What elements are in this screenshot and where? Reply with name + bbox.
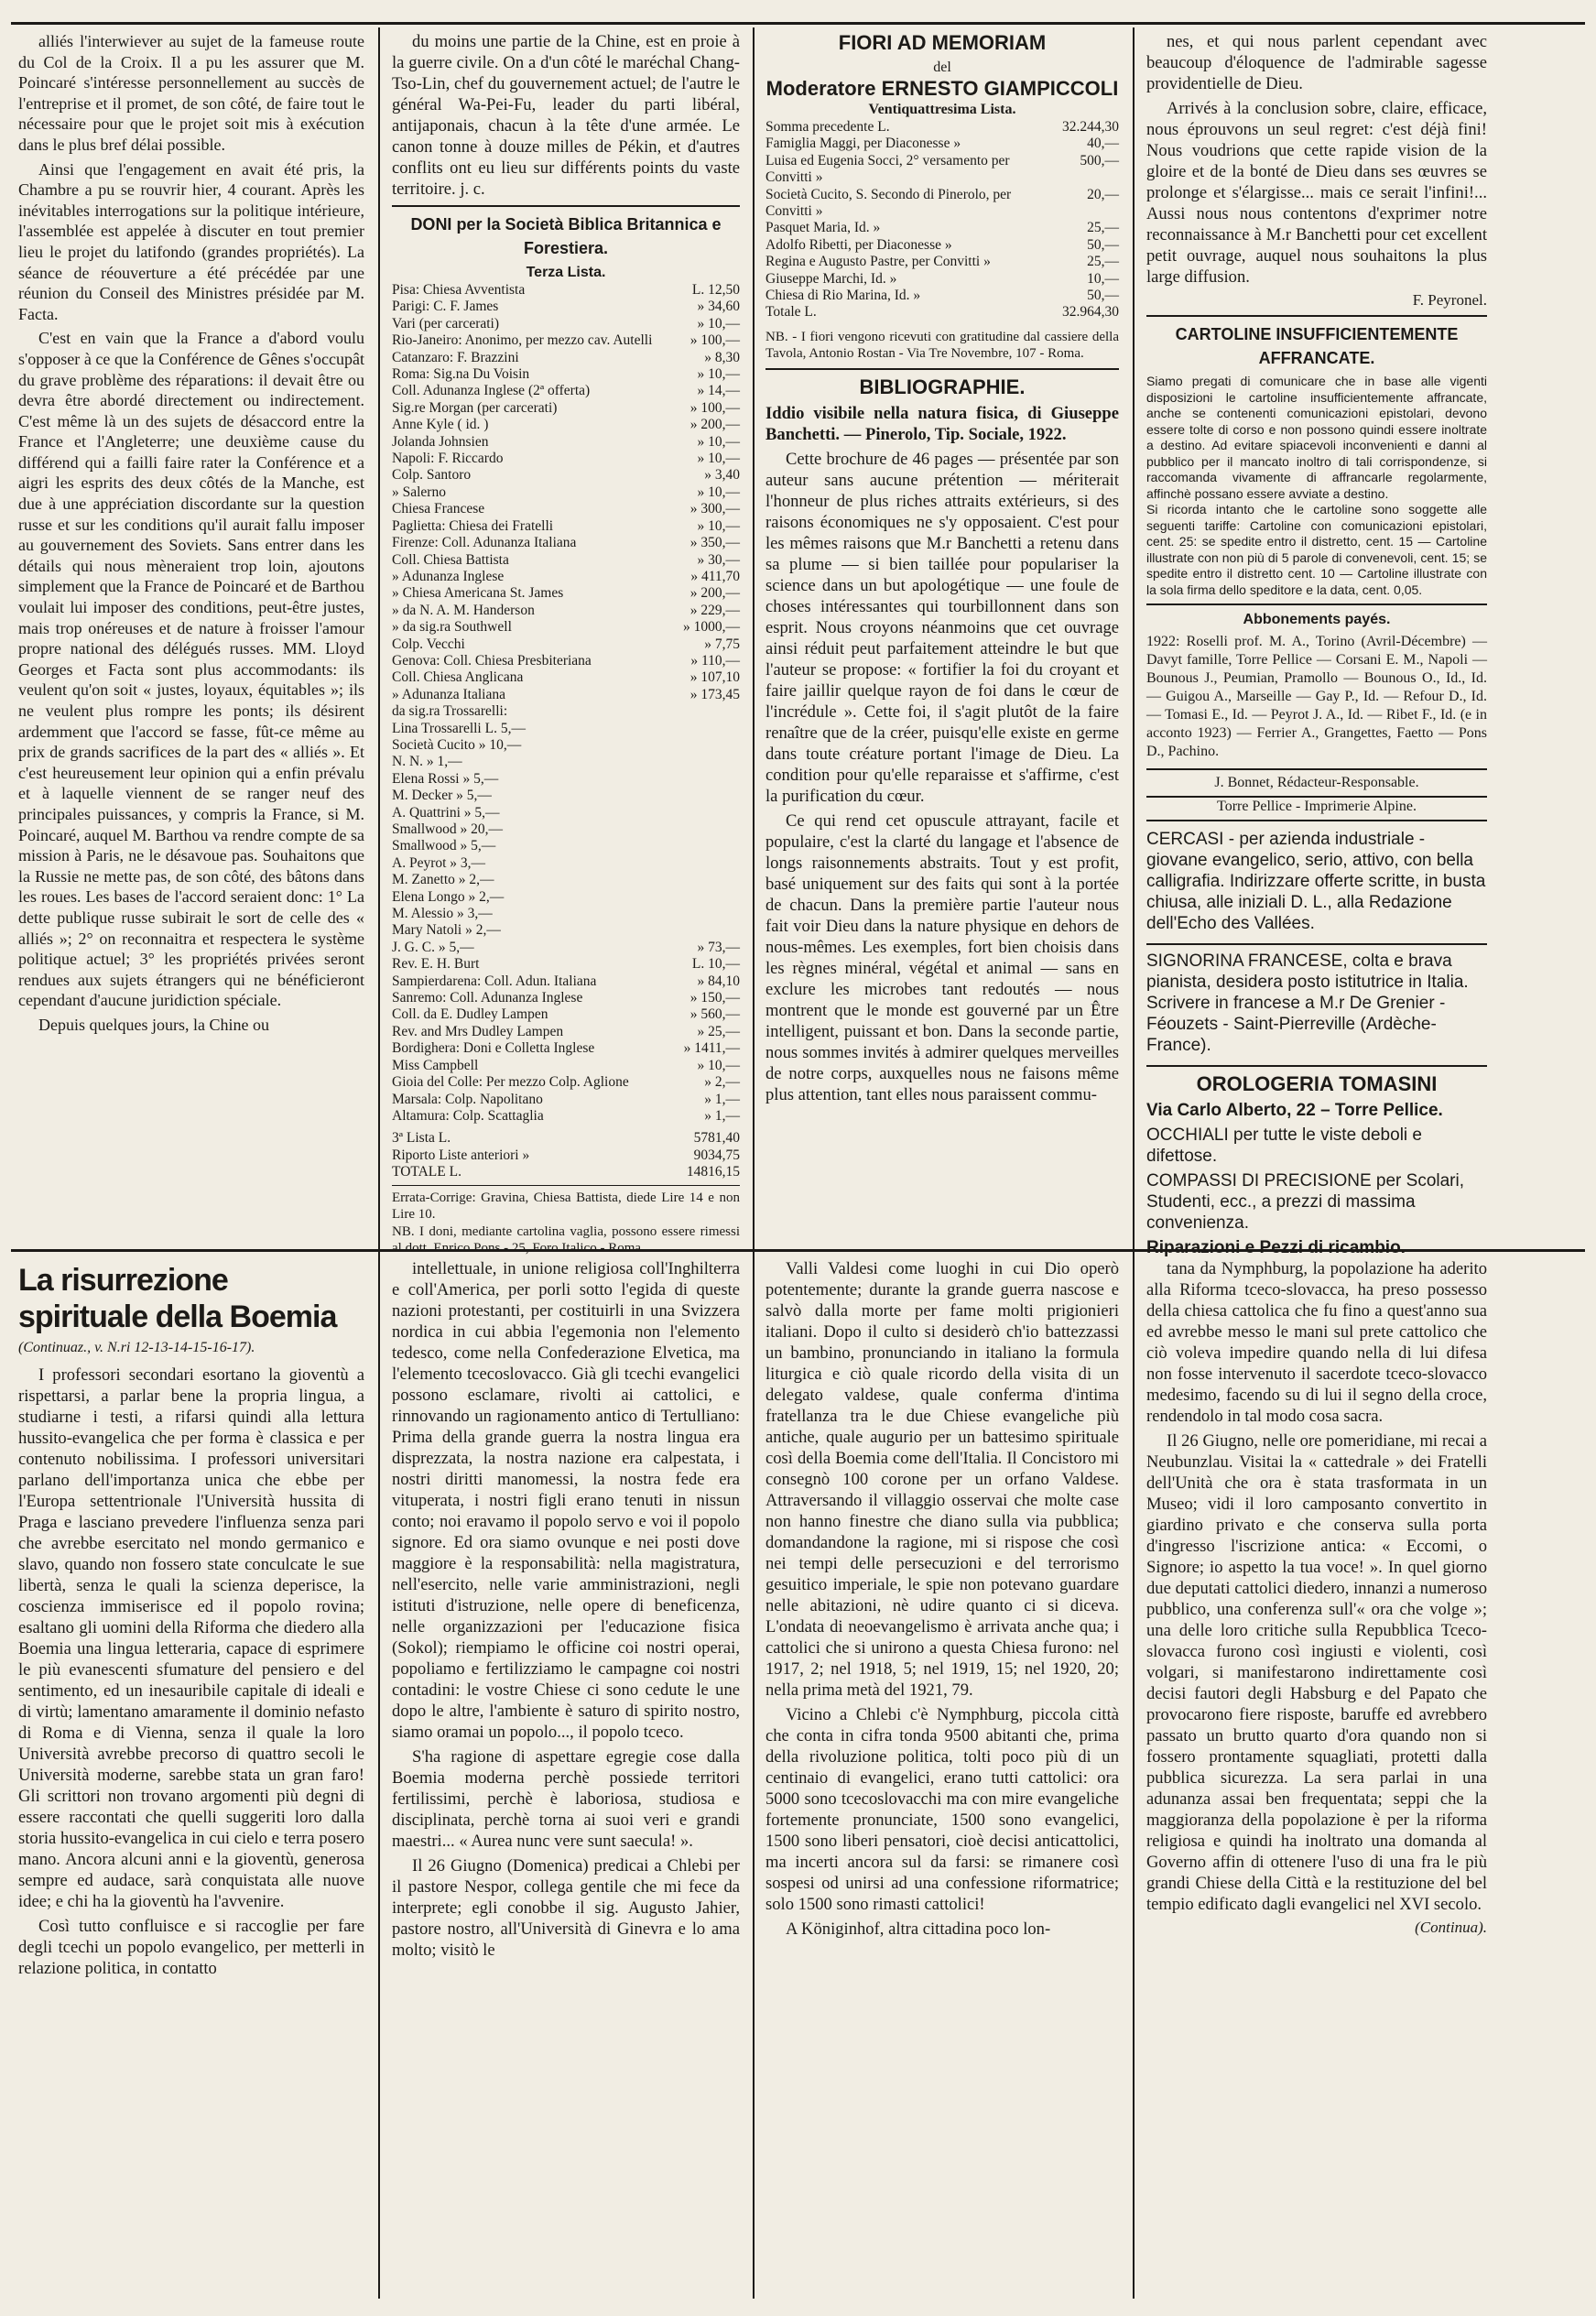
fiori-row bbox=[765, 136, 1119, 152]
doni-row bbox=[392, 501, 740, 517]
doni-row-amount: » 14,— bbox=[697, 383, 740, 399]
doni-row-amount: » 10,— bbox=[697, 433, 740, 450]
doni-row-label: Chiesa Francese bbox=[392, 501, 485, 517]
doni-row-label: Rio-Janeiro: Anonimo, per mezzo cav. Autelli bbox=[392, 332, 653, 349]
paragraph: nes, et qui nous parlent cependant avec beaucoup d'éloquence de l'admirable sagesse providentielle de Dieu. bbox=[1146, 32, 1487, 93]
doni-row bbox=[392, 1040, 740, 1057]
column-3-bottom bbox=[765, 1258, 1119, 2302]
imprimerie: Torre Pellice - Imprimerie Alpine. bbox=[1146, 798, 1487, 821]
doni-row-label: Coll. Adunanza Inglese (2ª offerta) bbox=[392, 383, 591, 399]
doni-title: DONI per la Società Biblica Britannica e Forestiera. bbox=[410, 215, 722, 257]
doni-row bbox=[392, 687, 740, 703]
doni-row-amount bbox=[676, 821, 740, 838]
paragraph: Depuis quelques jours, la Chine ou bbox=[38, 1015, 269, 1034]
doni-row bbox=[392, 973, 740, 990]
paragraph: A Königinhof, altra cittadina poco lon- bbox=[786, 1919, 1051, 1939]
doni-row-amount bbox=[676, 805, 740, 821]
doni-row-label: J. G. C. » 5,— bbox=[392, 939, 474, 955]
doni-row-label: Parigi: C. F. James bbox=[392, 299, 499, 315]
paragraph: Cette brochure de 46 pages — présentée par son auteur sans aucune prétention — mériterait l'honneur de plus riches attraits extérieurs, si des raisons économiques ne s'y opposaient. C'est pour les mêmes raisons que M.r Banchetti a retenu dans sa plume — si bien taillée pour populariser la science dans un but apologétique — une foule de choses intéressantes qui tourbillonnent dans son esprit. Nous croyons néanmoins que cet ouvrage ainsi réduit peut parfaitement atteindre le but que l'auteur se propose: « fortifier la foi du croyant et faire jaillir quelque rayon de foi dans le cœur de l'incrédule ». Cette foi, il s'agit plutôt de la faire renaître que de la créer, puisqu'elle existe en germe dans toute créature portant l'image de Dieu. La condition pour qu'elle reparaisse et s'affirme, c'est la purification du cœur. bbox=[765, 449, 1119, 806]
fiori-del: del bbox=[933, 60, 951, 75]
doni-row-label: Firenze: Coll. Adunanza Italiana bbox=[392, 535, 577, 551]
doni-row-label: Sanremo: Coll. Adunanza Inglese bbox=[392, 990, 583, 1006]
doni-row-label: » da sig.ra Southwell bbox=[392, 619, 512, 636]
fiori-row bbox=[765, 237, 1119, 254]
doni-row bbox=[392, 788, 740, 804]
doni-row-amount: » 200,— bbox=[689, 417, 740, 433]
fiori-title: FIORI AD MEMORIAM bbox=[838, 31, 1047, 54]
ad-cercasi-text: CERCASI - per azienda industriale - giovane evangelico, serio, attivo, con bella calligrafia. Indirizzare offerte scritte, in busta chiusa, alle iniziali D. L., alla Redazione dell'Echo des Vallées. bbox=[1146, 830, 1486, 933]
article-col-2 bbox=[392, 1258, 740, 1961]
fiori-name: Moderatore ERNESTO GIAMPICCOLI bbox=[765, 77, 1119, 100]
doni-row-amount: » 84,10 bbox=[697, 973, 740, 989]
doni-total-row-amount: 9034,75 bbox=[693, 1147, 740, 1163]
doni-row bbox=[392, 754, 740, 770]
doni-row-label: » da N. A. M. Handerson bbox=[392, 602, 535, 618]
doni-row bbox=[392, 332, 740, 349]
doni-row-label: M. Zanetto » 2,— bbox=[392, 872, 494, 888]
doni-row-label: Jolanda Johnsien bbox=[392, 433, 489, 450]
doni-row-amount: » 560,— bbox=[689, 1006, 740, 1023]
doni-total-row-amount: 5781,40 bbox=[693, 1130, 740, 1147]
doni-row bbox=[392, 940, 740, 956]
doni-row bbox=[392, 821, 740, 838]
fiori-row-label: Società Cucito, S. Secondo di Pinerolo, per Convitti » bbox=[765, 186, 1012, 220]
doni-row bbox=[392, 653, 740, 669]
abbonamenti-title: Abbonements payés. bbox=[1243, 612, 1391, 627]
doni-row-label: Lina Trossarelli L. 5,— bbox=[392, 720, 526, 736]
doni-row-label: Coll. da E. Dudley Lampen bbox=[392, 1006, 548, 1023]
doni-row bbox=[392, 535, 740, 551]
doni-row-label: Colp. Vecchi bbox=[392, 636, 465, 652]
doni-row bbox=[392, 603, 740, 619]
doni-row-label: » Adunanza Italiana bbox=[392, 686, 505, 702]
column-2-bottom bbox=[392, 1258, 740, 2302]
column-rule-1 bbox=[378, 27, 380, 2299]
doni-row bbox=[392, 990, 740, 1006]
doni-row bbox=[392, 872, 740, 888]
fiori-row bbox=[765, 304, 1119, 321]
paragraph: tana da Nymphburg, la popolazione ha aderito alla Riforma tceco-slovacca, ha preso possesso della chiesa cattolica che fu fino a quest'anno sua ed avrebbe messo le mani sul prete cattolico che ciò voleva impedire quando nella di lui difesa non fosse intervenuto il sacerdote tceco-slovacco medesimo, facendo su di lui il segno della croce, rendendolo in tal modo cosa sacra. bbox=[1146, 1259, 1487, 1426]
doni-row-amount: L. 10,— bbox=[691, 956, 740, 973]
cartoline-text-2: Si ricorda intanto che le cartoline sono soggette alle seguenti tariffe: Cartoline con comunicazioni epistolari, cent. 25: se spedite entro il distretto, cent. 15 — Cartoline illustrate con non più di 5 parole di convenevoli, cent. 15; se spedite entro il distretto cent. 10 — Cartoline illustrate con la sola firma dello speditore e la data, cent. 0,05. bbox=[1146, 502, 1487, 597]
column-1-top bbox=[18, 31, 364, 1245]
ad-orologeria bbox=[1146, 1072, 1487, 1258]
doni-row-label: M. Decker » 5,— bbox=[392, 788, 492, 804]
top-rule bbox=[11, 22, 1585, 25]
fiori-row-amount: 40,— bbox=[1087, 136, 1119, 152]
doni-total-row bbox=[392, 1164, 740, 1180]
political-chronicle bbox=[18, 31, 364, 1036]
doni-row bbox=[392, 889, 740, 906]
fiori-row bbox=[765, 119, 1119, 136]
fiori-row-label: Famiglia Maggi, per Diaconesse » bbox=[765, 136, 961, 152]
doni-row bbox=[392, 1092, 740, 1108]
fiori-row-label: Chiesa di Rio Marina, Id. » bbox=[765, 288, 921, 304]
doni-row-label: Bordighera: Doni e Colletta Inglese bbox=[392, 1040, 595, 1057]
paragraph: intellettuale, in unione religiosa coll'Inghilterra e coll'America, per porli sotto l'egida di queste nazioni protestanti, per costituirli in una Svizzera nordica in cui abbia l'egemonia non l'elemento tedesco, come nella Confederazione Elvetica, ma l'elemento tcecoslovacco. Già gli tcechi evangelici possono esclamare, rivolti ai cattolici, e rinnovando un ragionamento antico di Tertulliano: Prima della grande guerra la nostra lingua era disprezzata, la nostra nazione era calpestata, i nostri diritti manomessi, la nostra fede era vituperata, i nostri figli erano tenuti in nissun conto; noi eravamo il popolo servo e voi il popolo signore. Ed ora siamo ovunque e nei posti dove maggiore è la responsabilità: nella magistratura, nell'esercito, nelle varie amministrazioni, negli istituti d'istruzione, nelle opere di beneficenza, nelle organizzazioni per l'educazione fisica (Sokol); riempiamo le officine coi nostri operai, popoliamo e fertilizziamo le campagne coi nostri contadini: le vostre Chiese ci sono cedute le une dopo le altre, l'ambiente è saturo di spirito nostro, siamo oramai un popolo..., il popolo tceco. bbox=[392, 1259, 740, 1742]
ad-signorina bbox=[1146, 951, 1487, 1067]
fiori-row-amount: 50,— bbox=[1087, 236, 1119, 253]
doni-row-label: Napoli: F. Riccardo bbox=[392, 451, 504, 467]
doni-row-amount: » 7,75 bbox=[704, 636, 740, 652]
article-col-3 bbox=[765, 1258, 1119, 1940]
article-col-1 bbox=[18, 1365, 364, 1979]
doni-row-label: M. Alessio » 3,— bbox=[392, 906, 493, 922]
doni-row-amount bbox=[676, 788, 740, 804]
column-4-top bbox=[1146, 31, 1487, 1257]
doni-row-amount: » 10,— bbox=[697, 517, 740, 534]
doni-row bbox=[392, 669, 740, 686]
doni-row-label: Coll. Chiesa Battista bbox=[392, 551, 509, 568]
doni-row-amount: » 300,— bbox=[689, 501, 740, 517]
doni-row-label: Miss Campbell bbox=[392, 1057, 479, 1073]
ad-orologeria-title: OROLOGERIA TOMASINI bbox=[1196, 1072, 1438, 1095]
doni-subtitle: Terza Lista. bbox=[526, 265, 606, 280]
review-signature: F. Peyronel. bbox=[1412, 291, 1487, 309]
doni-row-amount: » 10,— bbox=[697, 451, 740, 467]
doni-row bbox=[392, 619, 740, 636]
doni-row-label: Mary Natoli » 2,— bbox=[392, 922, 501, 939]
biblio-title: BIBLIOGRAPHIE. bbox=[859, 375, 1026, 398]
column-rule-2 bbox=[753, 27, 755, 2299]
biblio-book: Iddio visibile nella natura fisica, di Giuseppe Banchetti. — Pinerolo, Tip. Sociale, 1922. bbox=[765, 403, 1119, 444]
doni-row bbox=[392, 451, 740, 467]
separator bbox=[392, 205, 740, 207]
doni-total-row bbox=[392, 1147, 740, 1164]
doni-row-label: A. Peyrot » 3,— bbox=[392, 854, 486, 871]
doni-row-label: Sig.re Morgan (per carcerati) bbox=[392, 399, 558, 416]
doni-total-row-label: Riporto Liste anteriori » bbox=[392, 1147, 530, 1163]
fiori-row-label: Regina e Augusto Pastre, per Convitti » bbox=[765, 254, 991, 270]
doni-row-amount: » 200,— bbox=[689, 585, 740, 602]
doni-row-amount: » 10,— bbox=[697, 484, 740, 500]
doni-row-label: Vari (per carcerati) bbox=[392, 315, 500, 332]
fiori-row-label: Giuseppe Marchi, Id. » bbox=[765, 270, 897, 287]
chronicle-continued bbox=[392, 31, 740, 200]
fiori-row bbox=[765, 220, 1119, 236]
doni-row-label: Paglietta: Chiesa dei Fratelli bbox=[392, 517, 554, 534]
fiori-nb: NB. - I fiori vengono ricevuti con gratitudine dal cassiere della Tavola, Antonio Rostan - Via Tre Novembre, 107 - Roma. bbox=[765, 329, 1119, 362]
separator bbox=[392, 1185, 740, 1186]
doni-row-amount: » 2,— bbox=[704, 1074, 740, 1091]
doni-row bbox=[392, 1006, 740, 1023]
doni-row bbox=[392, 434, 740, 451]
doni-row-amount: » 100,— bbox=[689, 399, 740, 416]
doni-row-amount: » 25,— bbox=[697, 1023, 740, 1039]
doni-table bbox=[392, 282, 740, 1125]
doni-row-amount: » 1,— bbox=[704, 1107, 740, 1124]
doni-row-label: Genova: Coll. Chiesa Presbiteriana bbox=[392, 652, 592, 669]
doni-total-row-label: TOTALE L. bbox=[392, 1164, 461, 1180]
separator bbox=[1146, 603, 1487, 605]
doni-row-amount bbox=[676, 754, 740, 770]
paragraph: Il 26 Giugno (Domenica) predicai a Chlebi per il pastore Nespor, collega gentile che mi fece da interprete; egli conobbe il sig. Augusto Jahier, pastore nostro, all'Università di Ginevra e lo ama molto; visitò le bbox=[392, 1856, 740, 1960]
biblio-text bbox=[765, 449, 1119, 1105]
doni-row-label: Rev. and Mrs Dudley Lampen bbox=[392, 1023, 564, 1039]
doni-row-amount bbox=[676, 906, 740, 922]
doni-row-amount bbox=[676, 737, 740, 754]
doni-row bbox=[392, 906, 740, 922]
doni-total-row-amount: 14816,15 bbox=[686, 1164, 740, 1180]
column-1-bottom bbox=[18, 1258, 364, 2302]
doni-row-amount: » 34,60 bbox=[697, 299, 740, 315]
article-col-4 bbox=[1146, 1258, 1487, 1915]
doni-row-label: A. Quattrini » 5,— bbox=[392, 804, 500, 821]
doni-row bbox=[392, 400, 740, 417]
paragraph: Vicino a Chlebi c'è Nymphburg, piccola città che conta in cifra tonda 9500 abitanti che, prima della rivoluzione politica, tolti poco più di un centinaio di evangelici, erano tutti cattolici: ora 5000 sono tcecoslovacchi ma con mire evangeliche fortemente pronunciate, 1500 sono evangelici, 1500 sono liberi pensatori, cioè decisi anticattolici, ma incerti ancora sul da farsi: se rimanere così sospesi od unirsi ad una confessione riformatrice; solo 1500 sono rimasti cattolici! bbox=[765, 1705, 1119, 1914]
doni-row bbox=[392, 484, 740, 501]
doni-row-label: Sampierdarena: Coll. Adun. Italiana bbox=[392, 973, 597, 989]
doni-row-amount: » 73,— bbox=[697, 939, 740, 955]
column-4-bottom bbox=[1146, 1258, 1487, 2302]
doni-row-label: Anne Kyle ( id. ) bbox=[392, 417, 489, 433]
paragraph: Ainsi que l'engagement en avait été pris, la Chambre a pu se rouvrir hier, 4 courant. Après les inévitables interrogations sur la politique intérieure, l'assemblée est appelée à discuter en tout premier lieu le projet du latifondo (grandes propriétés). La séance de réouverture a été précédée par une réunion du Conseil des Ministres présidée par M. Facta. bbox=[18, 159, 364, 323]
doni-row bbox=[392, 737, 740, 754]
doni-row-label: Elena Longo » 2,— bbox=[392, 888, 505, 905]
fiori-row-label: Somma precedente L. bbox=[765, 119, 890, 135]
doni-row bbox=[392, 383, 740, 399]
doni-row bbox=[392, 316, 740, 332]
doni-row bbox=[392, 518, 740, 535]
gerant: J. Bonnet, Rédacteur-Responsable. bbox=[1146, 768, 1487, 798]
doni-row-amount: » 100,— bbox=[689, 332, 740, 349]
doni-row bbox=[392, 805, 740, 821]
doni-row bbox=[392, 1024, 740, 1040]
doni-row bbox=[392, 721, 740, 737]
doni-row-amount: » 8,30 bbox=[704, 349, 740, 365]
review-end bbox=[1146, 31, 1487, 288]
doni-row bbox=[392, 366, 740, 383]
paragraph: alliés l'interwiever au sujet de la fameuse route du Col de la Croix. Il a pu les assurer que M. Poincaré s'intéresse personnellement au succès de l'entreprise et il promet, de son côté, de faire tout le nécessaire pour que le projet soit mis à exécution dans le plus bref délai possible. bbox=[18, 32, 364, 154]
doni-row-label: Marsala: Colp. Napolitano bbox=[392, 1091, 543, 1107]
fiori-row-label: Luisa ed Eugenia Socci, 2° versamento per Convitti » bbox=[765, 152, 1010, 186]
fiori-sub: Ventiquattresima Lista. bbox=[868, 102, 1016, 117]
doni-row-label: Altamura: Colp. Scattaglia bbox=[392, 1107, 544, 1124]
ad-signorina-text: SIGNORINA FRANCESE, colta e brava pianista, desidera posto istitutrice in Italia. Scrivere in francese a M.r De Grenier - Féouzets - Saint-Pierreville (Ardèche-France). bbox=[1146, 951, 1469, 1055]
fiori-row bbox=[765, 254, 1119, 270]
fiori-row-amount: 500,— bbox=[1080, 152, 1119, 169]
doni-row-amount: » 350,— bbox=[689, 535, 740, 551]
doni-row bbox=[392, 585, 740, 602]
doni-row bbox=[392, 467, 740, 484]
paragraph: Valli Valdesi come luoghi in cui Dio operò potentemente; durante la grande guerra nascose e salvò dalla morte per fame molti prigionieri italiani. Dopo il culto si desiderò ch'io battezzassi un bambino, pronunciando in italiano la formula liturgica e ciò quale ricordo della visita di un delegato valdese, quale conferma d'intima fratellanza tra le due Chiese evangeliche più antiche, quale augurio per un battesimo spirituale così della Boemia come dell'Italia. Il Concistoro mi consegnò 100 corone per un orfano Valdese. Attraversando il villaggio osservai che molte case non hanno finestre che diano sulla via pubblica; domandandone la ragione, mi si rispose che così nei tempi delle persecuzioni e del terrorismo gesuitico imperiale, le spie non potevano guardare nelle abitazioni, nè udire quanto ci si diceva. L'ondata di neoevangelismo è arrivata anche qua; i cattolici che si unirono a questa Chiesa furono: nel 1917, 2; nel 1918, 5; nel 1919, 15; nel 1920, 20; nella prima metà del 1921, 79. bbox=[765, 1259, 1119, 1700]
fiori-row bbox=[765, 187, 1119, 221]
paragraph: Il 26 Giugno, nelle ore pomeridiane, mi recai a Neubunzlau. Visitai la « cattedrale » dei Fratelli dell'Unità che ora è stata trasformata in un Museo; vidi il loro camposanto convertito in giardino privato e che conserva sulla porta d'ingresso l'iscrizione antica: « Eccomi, o Signore; io aspetto la tua voce! ». In quel giorno due deputati cattolici diedero, innanzi a numeroso pubblico, una conferenza sull'« ora che volge »; una delle loro critiche sulla Repubblica Tceco-slovacca furono così ingiusti e violenti, così volgari, si manifestarono indirettamente così decisi fautori degli Habsburg e del Papato che provocarono fiere risposte, baruffe ed avrebbero passato un brutto quarto d'ora quando non si fossero prontamente squagliati, protetti dalla pubblica sicurezza. La sera parlai in una adunanza assai ben frequentata; seppi che la maggioranza della popolazione è per la riforma religiosa e quindi ha inoltrato una domanda al Governo affin di ottenere l'uso di una fra le più grandi Chiese della Città e la restituzione del bel tempio edificato dagli evangelici nel XVI secolo. bbox=[1146, 1431, 1487, 1914]
doni-row bbox=[392, 636, 740, 653]
doni-row-amount: » 229,— bbox=[689, 602, 740, 618]
doni-total-row-label: 3ª Lista L. bbox=[392, 1130, 451, 1147]
doni-row-amount: » 1411,— bbox=[683, 1040, 740, 1057]
doni-row bbox=[392, 771, 740, 788]
doni-row-amount: » 1000,— bbox=[683, 619, 740, 636]
fiori-table bbox=[765, 119, 1119, 321]
doni-row-amount bbox=[676, 922, 740, 939]
doni-nb: NB. I doni, mediante cartolina vaglia, possono essere rimessi al dott. Enrico Pons - 25, Foro Italico - Roma. bbox=[392, 1223, 740, 1256]
doni-row-amount bbox=[676, 771, 740, 788]
paragraph: du moins une partie de la Chine, est en proie à la guerre civile. On a d'un côté le maréchal Chang-Tso-Lin, chef du gouvernement actuel; de l'autre le général Wa-Pei-Fu, leader du parti libéral, antijaponais, chacun à la tête d'une armée. Le canon tonne à douze milles de Pékin, et d'autres conflits ont eu lieu sur différents points du vaste territoire. j. c. bbox=[392, 32, 740, 199]
fiori-row-amount: 32.244,30 bbox=[1062, 119, 1119, 135]
fiori-row-label: Pasquet Maria, Id. » bbox=[765, 220, 881, 236]
doni-row bbox=[392, 838, 740, 854]
doni-row-label: da sig.ra Trossarelli: bbox=[392, 703, 508, 720]
doni-row bbox=[392, 922, 740, 939]
doni-row-label: Pisa: Chiesa Avventista bbox=[392, 282, 526, 298]
doni-totals bbox=[392, 1130, 740, 1180]
doni-row-amount bbox=[676, 703, 740, 720]
doni-row-label: » Adunanza Inglese bbox=[392, 568, 505, 584]
ad-cercasi bbox=[1146, 829, 1487, 945]
fiori-row-label: Adolfo Ribetti, per Diaconesse » bbox=[765, 236, 952, 253]
doni-row-label: Smallwood » 5,— bbox=[392, 838, 496, 854]
separator bbox=[765, 368, 1119, 370]
doni-row-amount: » 173,45 bbox=[689, 686, 740, 702]
ad-orologeria-line-1: OCCHIALI per tutte le viste deboli e difettose. bbox=[1146, 1125, 1422, 1166]
cartoline-text-1: Siamo pregati di comunicare che in base alle vigenti disposizioni le cartoline insufficientemente affrancate, anche se contenenti comunicazioni epistolari, devono essere tolte di corso e non possono quindi essere inoltrate a destino. Ad evitare spiacevoli inconvenienti e danni al pubblico per il mancato inoltro di tali corrispondenze, si raccomanda vivamente di affrancarle regolarmente, affinchè possano essere avviate a destino. bbox=[1146, 374, 1487, 501]
paragraph: Arrivés à la conclusion sobre, claire, efficace, nous éprouvons un seul regret: c'est déjà fini! Nous voudrions que cette rapide vision de la gloire et de la bonté de Dieu dans ses œuvres se prolonge et s'élargisse... mais ce serait l'infini!... Aussi nous nous contentons d'exprimer notre reconnaissance à M.r Banchetti pour cet excellent petit ouvrage, auquel nous souhaitons la plus large diffusion. bbox=[1146, 99, 1487, 287]
fiori-row-amount: 32.964,30 bbox=[1062, 304, 1119, 321]
article-continuation: (Continuaz., v. N.ri 12-13-14-15-16-17). bbox=[18, 1340, 255, 1355]
doni-row-label: » Chiesa Americana St. James bbox=[392, 585, 564, 602]
column-rule-3 bbox=[1133, 27, 1135, 2299]
doni-row-label: Società Cucito » 10,— bbox=[392, 736, 522, 753]
doni-row-amount bbox=[676, 889, 740, 906]
fiori-row bbox=[765, 288, 1119, 304]
doni-row bbox=[392, 552, 740, 569]
doni-row bbox=[392, 1058, 740, 1074]
cartoline-title: CARTOLINE INSUFFICIENTEMENTE AFFRANCATE. bbox=[1175, 325, 1459, 367]
doni-row bbox=[392, 1108, 740, 1125]
ad-orologeria-address: Via Carlo Alberto, 22 – Torre Pellice. bbox=[1146, 1101, 1443, 1120]
fiori-row-amount: 10,— bbox=[1087, 270, 1119, 287]
doni-row-amount bbox=[676, 838, 740, 854]
doni-errata: Errata-Corrige: Gravina, Chiesa Battista, diede Lire 14 e non Lire 10. bbox=[392, 1190, 740, 1223]
doni-row bbox=[392, 282, 740, 299]
doni-row-amount: » 411,70 bbox=[690, 568, 740, 584]
doni-row bbox=[392, 855, 740, 872]
paragraph: Ce qui rend cet opuscule attrayant, facile et populaire, c'est la clarté du langage et l'absence de longs raisonnements abstraits. Tout y est profit, basé uniquement sur des faits qui sont à la portée de chacun. Dans la première partie l'auteur nous fait voir Dieu dans la nature physique en dehors de nous-mêmes. Les exemples, fort bien choisis dans les règnes minéral, végétal et animal — sans en exclure les microbes tant redoutés — nous montrent que le monde est gouverné par un Être intelligent, puissant et bon. Dans la seconde partie, nous sommes invités à admirer quelques merveilles de notre corps, auxquelles nous ne faisons même plus attention, tant elles nous paraissent commu- bbox=[765, 810, 1119, 1104]
doni-row-label: Roma: Sig.na Du Voisin bbox=[392, 366, 530, 383]
paragraph: Così tutto confluisce e si raccoglie per fare degli tcechi un popolo evangelico, per metterli in relazione politica, in contatto bbox=[18, 1917, 364, 1978]
fiori-row-amount: 25,— bbox=[1087, 220, 1119, 236]
abbonamenti-text: 1922: Roselli prof. M. A., Torino (Avril-Décembre) — Davyt famille, Torre Pellice — Corsani E. M., Napoli — Bounous J., Peumian, Pramollo — Bounous O., Id., Id. — Guigou A., Marseille — Gay P., Id. — Refour D., Id. — Tomasi E., Id. — Peyrot J. A., Id. — Ribet F., Id. (e in acconto 1923) — Ferrier A., Grangettes, Faetto — Pons D., Pachino. bbox=[1146, 634, 1487, 759]
doni-row-amount: » 3,40 bbox=[704, 467, 740, 484]
doni-row-label: Gioia del Colle: Per mezzo Colp. Aglione bbox=[392, 1074, 629, 1091]
doni-row-label: » Salerno bbox=[392, 484, 446, 500]
doni-row-amount: » 110,— bbox=[690, 652, 740, 669]
doni-row-amount: » 150,— bbox=[689, 990, 740, 1006]
column-3-top bbox=[765, 31, 1119, 1245]
doni-row bbox=[392, 417, 740, 433]
doni-row-amount bbox=[676, 855, 740, 872]
doni-row-amount: » 30,— bbox=[697, 551, 740, 568]
doni-row-label: Elena Rossi » 5,— bbox=[392, 770, 499, 787]
doni-row-amount: » 107,10 bbox=[689, 669, 740, 686]
fiori-row-amount: 25,— bbox=[1087, 254, 1119, 270]
ad-orologeria-line-3: Riparazioni e Pezzi di ricambio. bbox=[1146, 1238, 1406, 1257]
fiori-row bbox=[765, 153, 1119, 187]
article-continua: (Continua). bbox=[1415, 1919, 1487, 1936]
doni-row bbox=[392, 956, 740, 973]
fiori-row-amount: 50,— bbox=[1087, 288, 1119, 304]
fiori-row-label: Totale L. bbox=[765, 304, 817, 321]
fiori-row bbox=[765, 271, 1119, 288]
doni-row-amount: L. 12,50 bbox=[691, 282, 740, 298]
doni-row bbox=[392, 350, 740, 366]
doni-row-amount: » 10,— bbox=[697, 1057, 740, 1073]
paragraph: S'ha ragione di aspettare egregie cose dalla Boemia moderna perchè possiede territori fertilissimi, perchè è laboriosa, studiosa e disciplinata, perchè torna ai suoi veri e grandi maestri... « Aurea nunc vere sunt saecula! ». bbox=[392, 1747, 740, 1851]
column-2-top bbox=[392, 31, 740, 1256]
paragraph: I professori secondari esortano la gioventù a rispettarsi, a parlar bene la propria lingua, a studiarne i testi, a rifarsi quindi alla lettura hussito-evangelica che per forma è classica e per contenuto nobilissima. I professori universitari parlano dell'importanza unica che ebbe per l'Europa settentrionale l'Università hussita di Praga e lasciano prevedere l'influenza senza pari che avrebbe esercitato nel mondo germanico e slavo, quando non fossero state conculcate le sue libertà, senza le quali la scienza deperisce, la coscienza immiserisce ed il popolo rovina; esaltano gli uomini della Riforma che diedero alla Boemia una lingua letteraria, capace di esprimere le più evanescenti sfumature del pensiero e del sentimento, ed un inesauribile capitale di ideali e di virtù; lamentano amaramente il dominio nefasto di Roma e di Vienna, senza il quale la loro Università avrebbe precorso di quattro secoli le Università moderne, sarebbe stata un gran faro! Gli scrittori non trovano argomenti più degni di essere raccontati che quelli suggeriti loro dalla storia hussito-evangelica in cui cielo e terra posero mano. Ancora alcuni anni e la gioventù, generosa sempre ed audace, sarà conquistata alle nuove idee; e chi ha la gioventù ha l'avvenire. bbox=[18, 1365, 364, 1911]
doni-row-label: N. N. » 1,— bbox=[392, 754, 462, 770]
doni-row-amount: » 10,— bbox=[697, 315, 740, 332]
doni-row bbox=[392, 1074, 740, 1091]
doni-row-label: Colp. Santoro bbox=[392, 467, 472, 484]
doni-row-amount: » 1,— bbox=[704, 1091, 740, 1107]
doni-row bbox=[392, 299, 740, 315]
doni-row bbox=[392, 703, 740, 720]
doni-row-amount bbox=[676, 721, 740, 737]
separator bbox=[1146, 315, 1487, 317]
ad-orologeria-line-2: COMPASSI DI PRECISIONE per Scolari, Studenti, ecc., a prezzi di massima convenienza. bbox=[1146, 1171, 1465, 1233]
paragraph: C'est en vain que la France a d'abord voulu s'opposer à ce que la Conférence de Gênes s'occupât du grave problème des réparations: il devait être ou devra être abordé directement ou indirectement. C'est même là un des sujets de désaccord entre la France et l'Angleterre; une deuxième cause du différend qui a failli faire rater la Conférence et a aigri les esprits des deux côtés de la Manche, est due à une appréciation discordante sur la question russe et sur les conditions qu'il aurait fallu imposer au gouvernement des Soviets. Sans entrer dans les détails qui nous mèneraient trop loin, ajoutons simplement que la France de Poincaré et de Barthou voulait lui imposer des conditions, peut-être justes, mais trop onéreuses et de nature à froisser l'amour propre national des délégués russes. MM. Lloyd Georges et Facta sont plus accommodants: ils veulent qu'on soit « justes, loyaux, équitables »; ils ne veulent plus rompre les ponts; ils désirent ardemment que l'accord se fasse, fût-ce même au prix de grands sacrifices de la part des « alliés ». Et c'est heureusement leur opinion qui a enfin prévalu et à laquelle viennent de se ranger neuf des principales puissances, y compris la France, si M. Poincaré, auquel M. Barthou va rendre compte de sa mission à Paris, ne le désavoue pas. Souhaitons que la Russie ne mette pas, de son côté, des bâtons dans les roues. Les bases de l'accord seraient donc: 1° La dette publique russe subirait le sort de celle des « alliés »; 2° on reconnaitra et respectera le système politique actuel; 3° les propriétés privées seront rendues aux sujets étrangers qui ne bénéficieront cependant d'aucune juridiction spéciale. bbox=[18, 329, 364, 1010]
article-title: La risurrezione spirituale della Boemia bbox=[18, 1263, 337, 1334]
doni-total-row bbox=[392, 1130, 740, 1147]
fiori-row-amount: 20,— bbox=[1087, 186, 1119, 202]
doni-row-label: Smallwood » 20,— bbox=[392, 821, 503, 837]
doni-row-label: Rev. E. H. Burt bbox=[392, 956, 480, 973]
doni-row-amount bbox=[676, 872, 740, 888]
doni-row bbox=[392, 569, 740, 585]
doni-row-label: Coll. Chiesa Anglicana bbox=[392, 669, 524, 686]
doni-row-label: Catanzaro: F. Brazzini bbox=[392, 349, 519, 365]
doni-row-amount: » 10,— bbox=[697, 366, 740, 383]
